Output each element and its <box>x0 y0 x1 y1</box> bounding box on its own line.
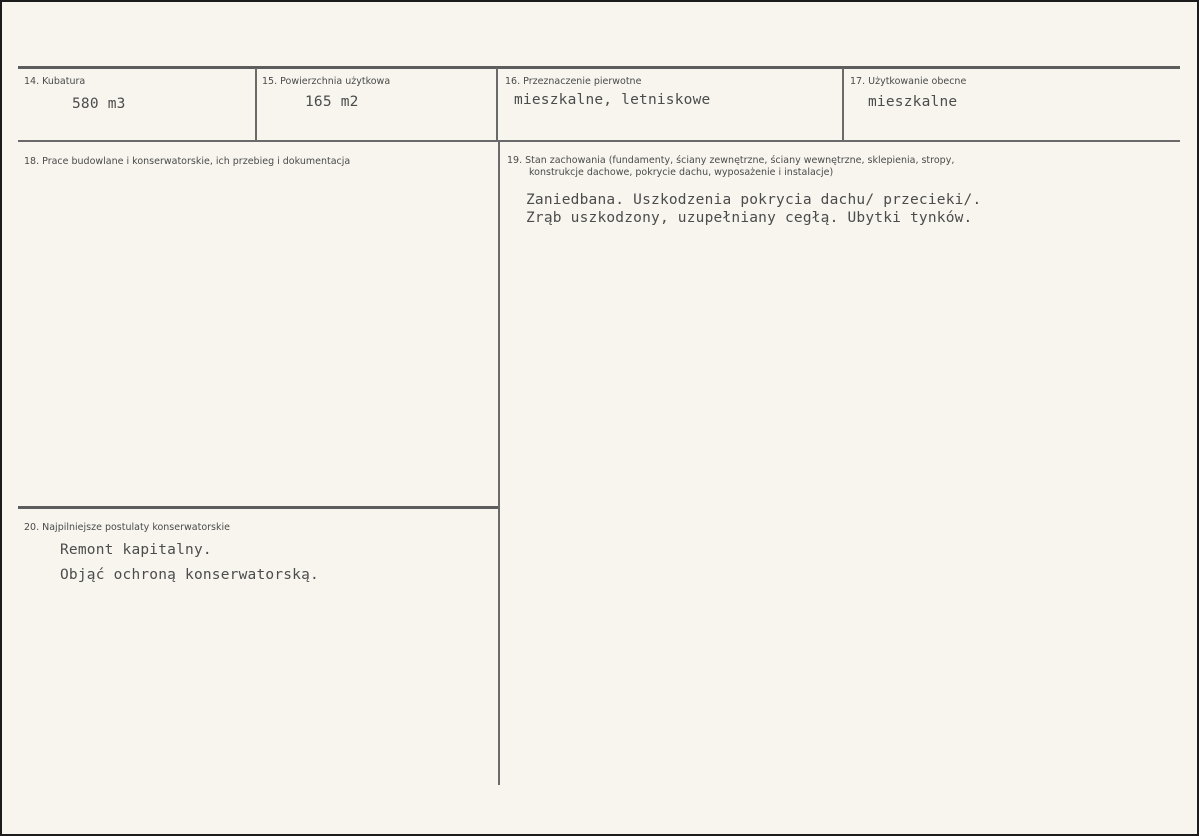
field-15-label: 15. Powierzchnia użytkowa <box>262 76 391 87</box>
field-19-text-line2: Zrąb uszkodzony, uzupełniany cegłą. Ubytki tynków. <box>526 210 973 226</box>
divider-16-17 <box>842 68 844 140</box>
field-16-value: mieszkalne, letniskowe <box>514 92 711 108</box>
field-17-value: mieszkalne <box>868 94 958 110</box>
field-20-text-line2: Objąć ochroną konserwatorską. <box>60 567 319 583</box>
field-19-text-line1: Zaniedbana. Uszkodzenia pokrycia dachu/ przecieki/. <box>526 192 982 208</box>
field-20-label: 20. Najpilniejsze postulaty konserwatorskie <box>24 522 230 533</box>
field-15-value: 165 m2 <box>305 94 359 110</box>
divider-18-19 <box>498 142 500 785</box>
field-14-value: 580 m3 <box>72 96 126 112</box>
field-19-label-line2: konstrukcje dachowe, pokrycie dachu, wyposażenie i instalacje) <box>529 167 834 178</box>
field-20-text-line1: Remont kapitalny. <box>60 542 212 558</box>
field-16-label: 16. Przeznaczenie pierwotne <box>505 76 642 87</box>
field-19-label-line1: 19. Stan zachowania (fundamenty, ściany zewnętrzne, ściany wewnętrzne, sklepienia, stropy, <box>507 155 955 166</box>
divider-15-16 <box>496 68 498 140</box>
rule-above-20 <box>18 506 498 509</box>
top-rule <box>18 66 1180 69</box>
field-18-label: 18. Prace budowlane i konserwatorskie, ich przebieg i dokumentacja <box>24 156 351 167</box>
field-14-label: 14. Kubatura <box>24 76 86 87</box>
divider-14-15 <box>255 68 257 140</box>
field-17-label: 17. Użytkowanie obecne <box>850 76 967 87</box>
row1-bottom-rule <box>18 140 1180 142</box>
